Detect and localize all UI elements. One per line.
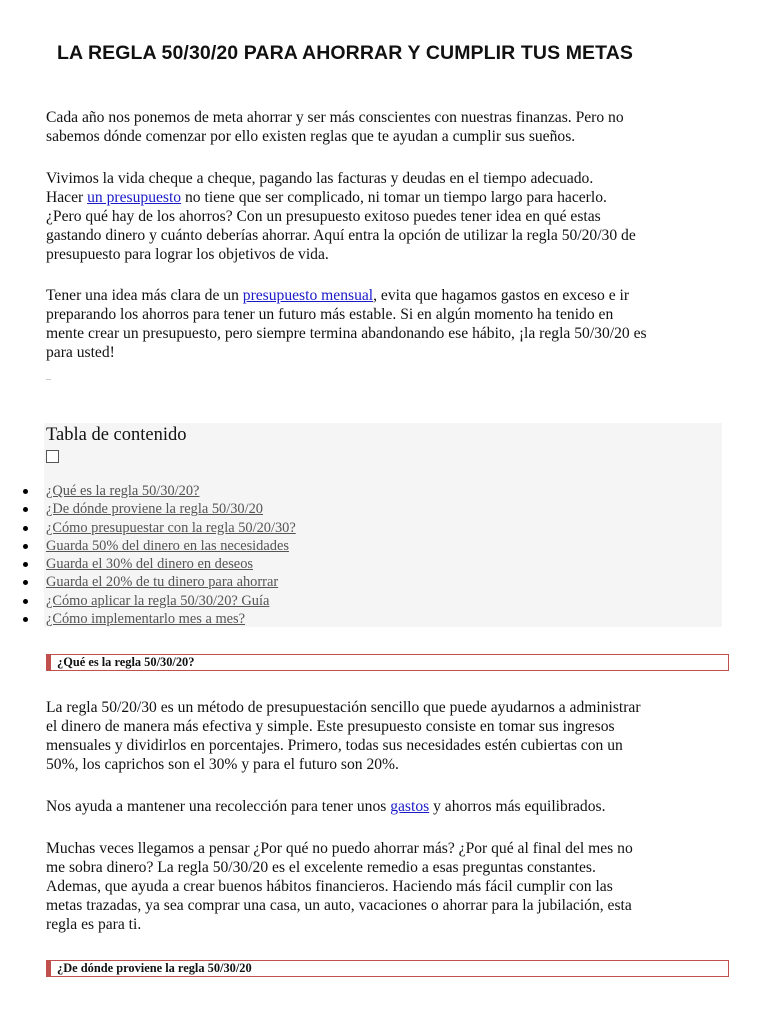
bullet-icon [23, 526, 28, 531]
toc-link[interactable]: ¿Qué es la regla 50/30/20? [46, 483, 200, 499]
text-fragment: y ahorros más equilibrados. [429, 798, 606, 815]
text-line: el dinero de manera más efectiva y simple. Este presupuesto consiste en tomar sus ingresos [46, 718, 615, 735]
toc-link[interactable]: Guarda el 30% del dinero en deseos [46, 556, 253, 573]
un-presupuesto-link[interactable]: un presupuesto [87, 189, 182, 206]
toc-item [46, 592, 296, 610]
intro-paragraph [46, 108, 736, 146]
text-line: mensuales y dividirlos en porcentajes. Primero, todas sus necesidades estén cubiertas con un [46, 737, 623, 754]
toc-list [46, 482, 296, 628]
section-heading-que-es [46, 654, 729, 671]
balance-paragraph [46, 797, 736, 816]
text-fragment: Tener una idea más clara de un [46, 287, 243, 304]
bullet-icon [23, 507, 28, 512]
bullet-icon [23, 617, 28, 622]
separator-mark: – [46, 374, 51, 385]
toc-item [46, 555, 296, 573]
toc-item [46, 500, 296, 518]
bullet-icon [23, 580, 28, 585]
bullet-icon [23, 544, 28, 549]
toc-item [46, 482, 296, 500]
toc-title: Tabla de contenido [46, 425, 187, 445]
page-title: LA REGLA 50/30/20 PARA AHORRAR Y CUMPLIR TUS METAS [57, 42, 633, 64]
text-line [46, 286, 736, 305]
text-line: Cada año nos ponemos de meta ahorrar y ser más conscientes con nuestras finanzas. Pero no [46, 109, 624, 126]
toc-link[interactable]: ¿Cómo presupuestar con la regla 50/20/30? [46, 519, 296, 536]
toc-toggle-checkbox[interactable] [46, 450, 59, 463]
toc-item [46, 519, 296, 537]
toc-item [46, 537, 296, 555]
toc-item [46, 573, 296, 591]
text-line: La regla 50/20/30 es un método de presupuestación sencillo que puede ayudarnos a administrar [46, 699, 641, 716]
toc-link[interactable]: ¿Cómo aplicar la regla 50/30/20? Guía [46, 592, 270, 609]
text-line: gastando dinero y cuánto deberías ahorrar. Aquí entra la opción de utilizar la regla 50/20/30 de [46, 227, 636, 244]
text-line: Vivimos la vida cheque a cheque, pagando las facturas y deudas en el tiempo adecuado. [46, 170, 594, 187]
text-line: presupuesto para lograr los objetivos de vida. [46, 246, 329, 263]
text-line: metas trazadas, ya sea comprar una casa, un auto, vacaciones o ahorrar para la jubilación, esta [46, 897, 632, 914]
text-line: 50%, los caprichos son el 30% y para el futuro son 20%. [46, 756, 399, 773]
section-heading-origen [46, 960, 729, 977]
toc-link[interactable]: ¿Cómo implementarlo mes a mes? [46, 611, 246, 628]
text-line [46, 797, 736, 816]
text-line: Muchas veces llegamos a pensar ¿Por qué no puedo ahorrar más? ¿Por qué al final del mes no [46, 840, 633, 857]
text-line [46, 188, 736, 207]
presupuesto-mensual-link[interactable]: presupuesto mensual [242, 287, 374, 304]
toc-item [46, 610, 296, 628]
text-line: regla es para ti. [46, 916, 142, 933]
budget-paragraph [46, 169, 736, 264]
toc-link[interactable]: ¿De dónde proviene la regla 50/30/20 [46, 501, 263, 518]
toc-link[interactable]: Guarda el 20% de tu dinero para ahorrar [46, 574, 279, 591]
section-heading-text: ¿Qué es la regla 50/30/20? [57, 655, 195, 669]
text-line: para usted! [46, 344, 115, 361]
text-line: me sobra dinero? La regla 50/30/20 es el excelente remedio a esas preguntas constantes. [46, 859, 596, 876]
bullet-icon [23, 489, 28, 494]
questions-paragraph [46, 839, 736, 934]
monthly-budget-paragraph [46, 286, 736, 362]
text-line: preparando los ahorros para tener un futuro más estable. Si en algún momento ha tenido en [46, 306, 614, 323]
bullet-icon [23, 562, 28, 567]
text-line: ¿Pero qué hay de los ahorros? Con un presupuesto exitoso puedes tener idea en qué estas [46, 208, 601, 225]
text-line: mente crear un presupuesto, pero siempre termina abandonando ese hábito, ¡la regla 50/30/20 es [46, 325, 647, 342]
heading-accent-bar [47, 655, 51, 670]
definition-paragraph [46, 698, 736, 774]
text-line: Ademas, que ayuda a crear buenos hábitos financieros. Haciendo más fácil cumplir con las [46, 878, 613, 895]
text-fragment: Nos ayuda a mantener una recolección para tener unos [46, 798, 391, 815]
text-line: sabemos dónde comenzar por ello existen reglas que te ayudan a cumplir sus sueños. [46, 128, 576, 145]
heading-accent-bar [47, 961, 51, 976]
text-fragment: Hacer [46, 189, 88, 206]
text-fragment: no tiene que ser complicado, ni tomar un tiempo largo para hacerlo. [181, 189, 607, 206]
toc-link[interactable]: Guarda 50% del dinero en las necesidades [46, 537, 289, 554]
gastos-link[interactable]: gastos [390, 798, 430, 815]
bullet-icon [23, 599, 28, 604]
text-fragment: , evita que hagamos gastos en exceso e ir [373, 287, 630, 304]
section-heading-text: ¿De dónde proviene la regla 50/30/20 [57, 961, 252, 975]
